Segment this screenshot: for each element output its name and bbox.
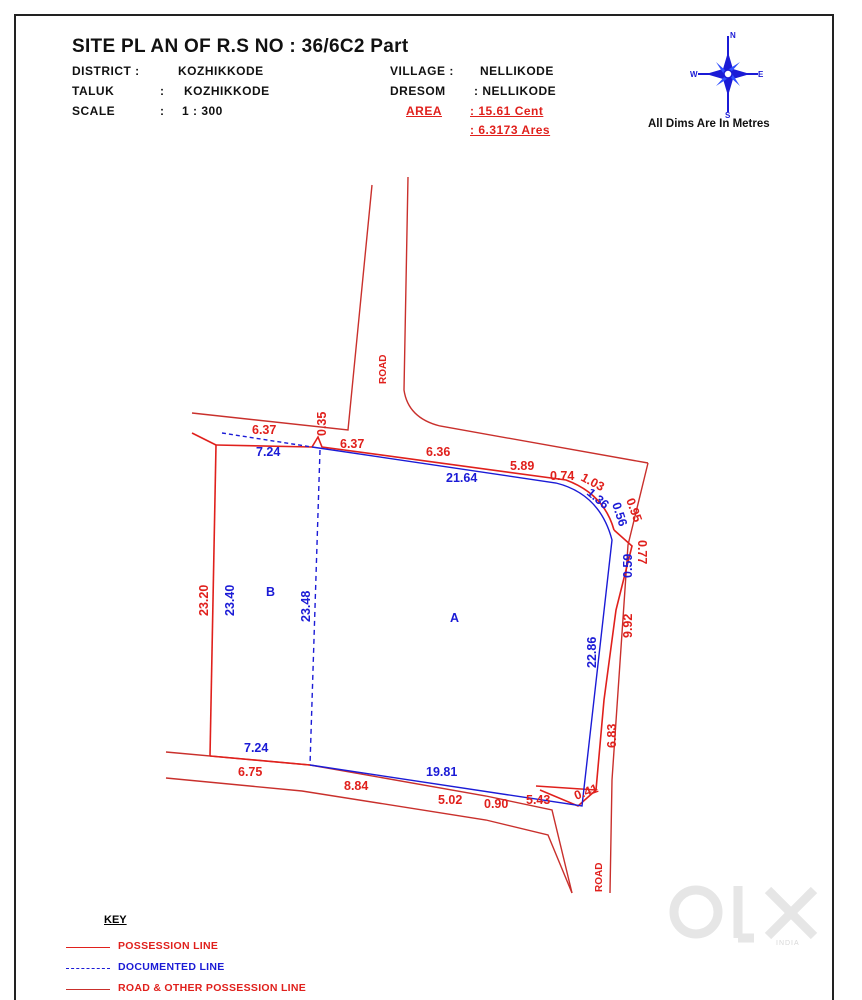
compass-west: W: [690, 70, 698, 79]
legend-road-label: ROAD & OTHER POSSESSION LINE: [118, 982, 307, 994]
documented-plot-a: [310, 447, 612, 806]
dresom-label: DRESOM: [390, 84, 446, 98]
dim-red-bottom-far: 5.43: [526, 793, 551, 807]
dim-red-bottom-left: 6.75: [238, 765, 263, 779]
dim-blue-corner-a: 1.36: [584, 485, 612, 512]
dim-blue-top-b: 7.24: [256, 445, 281, 459]
district-label: DISTRICT :: [72, 64, 140, 78]
dim-red-bottom-mid: 8.84: [344, 779, 369, 793]
road-lines: [166, 177, 648, 893]
road-label-bottom: ROAD: [594, 862, 605, 892]
dim-red-bottom-right: 5.02: [438, 793, 463, 807]
dim-red-top-far: 5.89: [510, 459, 535, 473]
dim-red-top-offset: 0.35: [315, 411, 329, 436]
village-value: NELLIKODE: [480, 64, 554, 78]
dim-red-corner-4: 0.77: [635, 540, 649, 565]
dim-red-top-left: 6.37: [252, 423, 277, 437]
district-value: KOZHIKKODE: [178, 64, 264, 78]
legend-item-documented: [66, 961, 386, 975]
dim-red-top-mid: 6.37: [340, 437, 365, 451]
olx-watermark-logo: [668, 876, 828, 956]
taluk-value: KOZHIKKODE: [184, 84, 270, 98]
dim-red-top-right: 6.36: [426, 445, 451, 459]
taluk-separator: :: [160, 84, 165, 98]
compass-rose-icon: [690, 31, 764, 120]
legend-documented-swatch: [66, 968, 110, 969]
dim-blue-top-a: 21.64: [446, 471, 478, 485]
scale-label: SCALE: [72, 104, 116, 118]
dim-red-bottom-small: 0.90: [484, 797, 509, 811]
dim-blue-right-a: 22.86: [585, 636, 599, 668]
road-top-right-edge: [404, 177, 648, 463]
legend-documented-label: DOCUMENTED LINE: [118, 961, 225, 973]
legend-possession-label: POSSESSION LINE: [118, 940, 219, 952]
possession-top-left-stub: [192, 433, 216, 445]
plan-title: SITE PL AN OF R.S NO : 36/6C2 Part: [72, 36, 409, 57]
dim-red-bottom-corner: 0.41: [572, 781, 600, 803]
road-right-edge: [610, 463, 648, 893]
possession-bottom-left: [210, 756, 310, 765]
dim-red-right-upper: 9.92: [621, 613, 635, 638]
dim-red-right-lower: 6.83: [605, 723, 619, 748]
legend-possession-swatch: [66, 947, 110, 948]
olx-watermark-sub: INDIA: [776, 940, 800, 947]
road-top-left-edge: [192, 185, 372, 430]
scale-value: 1 : 300: [182, 104, 223, 118]
legend-item-possession: [66, 940, 386, 954]
legend-road-swatch: [66, 989, 110, 990]
dim-red-corner-3: 0.95: [623, 496, 645, 524]
plot-label-b: B: [266, 585, 276, 599]
documented-lines: [222, 433, 612, 806]
area-ares: : 6.3173 Ares: [470, 123, 551, 137]
legend-title: KEY: [104, 914, 127, 926]
dimension-unit-note: All Dims Are In Metres: [648, 118, 770, 130]
dim-red-corner-2: 1.03: [578, 470, 607, 495]
compass-north: N: [730, 31, 736, 40]
road-label-top: ROAD: [378, 354, 389, 384]
taluk-label: TALUK: [72, 84, 115, 98]
scale-separator: :: [160, 104, 165, 118]
dresom-value: : NELLIKODE: [474, 84, 557, 98]
dim-red-corner-1: 0.74: [550, 469, 575, 483]
dim-blue-corner-b: 0.56: [609, 500, 630, 529]
village-label: VILLAGE :: [390, 64, 454, 78]
compass-south: S: [725, 111, 731, 120]
legend-item-road: [66, 982, 386, 996]
dim-red-left-outer: 23.20: [197, 584, 211, 616]
dim-blue-corner-c: 0.59: [621, 553, 635, 578]
area-cents: : 15.61 Cent: [470, 104, 544, 118]
road-bottom-left-edge: [166, 752, 572, 893]
dim-blue-bottom-a: 19.81: [426, 765, 458, 779]
compass-east: E: [758, 70, 764, 79]
plot-label-a: A: [450, 611, 460, 625]
dim-blue-divider: 23.48: [299, 590, 313, 622]
area-label: AREA: [406, 104, 443, 118]
dim-blue-bottom-b: 7.24: [244, 741, 269, 755]
dim-blue-left-b: 23.40: [223, 584, 237, 616]
